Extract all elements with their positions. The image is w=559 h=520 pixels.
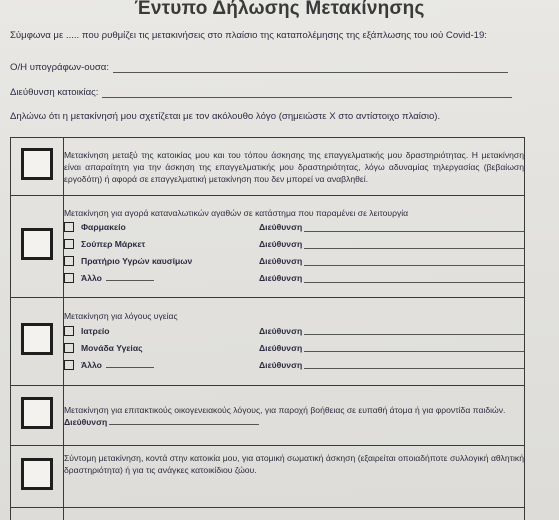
signatory-label: Ο/Η υπογράφων-ουσα: — [10, 62, 110, 73]
other-line[interactable] — [106, 360, 154, 368]
address-line[interactable] — [109, 417, 259, 425]
subitem-other[interactable] — [64, 270, 524, 287]
address-line[interactable] — [304, 360, 524, 369]
option-checkbox-family[interactable] — [21, 397, 53, 429]
address-line[interactable] — [304, 274, 524, 283]
subitem-other-wrap — [81, 359, 259, 371]
subitem-pharmacy[interactable] — [64, 219, 524, 236]
subitem-checkbox[interactable] — [64, 222, 74, 232]
option-row-family — [11, 386, 525, 446]
option-text-exercise: Σύντομη μετακίνηση, κοντά στην κατοικία μου, για ατομική σωματική άσκηση (εξαιρείται οποιαδήποτε συλλογική αθλητική δραστηριότητα) ή για τις ανάγκες κατοικίδιου ζώου. — [64, 446, 525, 508]
address-label: Διεύθυνση — [259, 359, 303, 370]
subitem-other-wrap — [81, 272, 259, 284]
option-checkbox-cell — [11, 508, 64, 520]
option-row-partial — [11, 508, 525, 520]
home-address-field[interactable] — [10, 87, 512, 98]
subitem-health-unit[interactable] — [64, 339, 524, 356]
subitem-checkbox[interactable] — [64, 273, 74, 283]
subitem-supermarket[interactable] — [64, 236, 524, 253]
address-label: Διεύθυνση — [259, 325, 303, 336]
option-checkbox-exercise[interactable] — [21, 458, 53, 490]
address-line[interactable] — [304, 240, 524, 249]
option-text-family: Μετακίνηση για επιτακτικούς οικογενειακούς λόγους, για παροχή βοήθειας σε ευπαθή άτομα ή για φροντίδα παιδιών. — [64, 404, 506, 415]
address-line[interactable] — [304, 326, 524, 335]
signatory-field[interactable] — [10, 62, 508, 73]
address-label: Διεύθυνση — [259, 239, 303, 249]
subitem-health-other[interactable] — [64, 356, 524, 373]
family-address-row[interactable] — [64, 416, 524, 428]
option-row-health — [11, 298, 525, 386]
subitem-checkbox[interactable] — [64, 343, 74, 353]
option-text-work: Μετακίνηση μεταξύ της κατοικίας μου και του τόπου άσκησης της επαγγελματικής μου δραστηριότητας. Η μετακίνηση είναι απαραίτητη για την άσκηση της επαγγελματικής μου δραστηριότητας, λόγω αδυναμίας τηλεργασίας (βεβαίωση εργοδότη) ή αφορά σε επαγγελματική μετακίνηση που δεν μπορεί να αναβληθεί. — [64, 138, 525, 196]
address-line[interactable] — [304, 223, 524, 232]
address-label: Διεύθυνση — [259, 222, 303, 232]
option-checkbox-cell — [11, 298, 64, 386]
option-checkbox-shopping[interactable] — [21, 228, 53, 260]
signatory-line[interactable] — [113, 71, 508, 73]
other-line[interactable] — [106, 273, 154, 281]
subitem-checkbox[interactable] — [64, 360, 74, 370]
subitem-label: Φαρμακείο — [81, 222, 126, 232]
subitem-label: Σούπερ Μάρκετ — [81, 239, 146, 249]
option-row-work — [11, 138, 525, 196]
statement-text: Δηλώνω ότι η μετακίνησή μου σχετίζεται με τον ακόλουθο λόγο (σημειώστε X στο αντίστοιχο πλαίσιο). — [10, 111, 441, 122]
address-label: Διεύθυνση — [259, 273, 303, 283]
address-label: Διεύθυνση — [259, 342, 303, 353]
option-checkbox-cell — [11, 138, 64, 196]
option-text-partial — [64, 508, 525, 520]
option-content-family — [64, 386, 525, 446]
subitem-label: Μονάδα Υγείας — [81, 342, 143, 353]
subitem-label: Πρατήριο Υγρών καυσίμων — [81, 256, 193, 266]
subitem-label: Ιατρείο — [81, 325, 110, 336]
subitem-label: Άλλο — [81, 273, 102, 283]
address-label: Διεύθυνση — [64, 416, 108, 427]
home-address-line[interactable] — [102, 96, 512, 98]
option-checkbox-cell — [11, 196, 64, 298]
option-checkbox-health[interactable] — [21, 323, 53, 355]
option-row-exercise — [11, 446, 525, 508]
reasons-table — [10, 137, 525, 520]
intro-text: Σύμφωνα με ..... που ρυθμίζει τις μετακινήσεις στο πλαίσιο της καταπολέμησης της εξάπλωσης του ιού Covid-19: — [10, 30, 487, 41]
form-title: Έντυπο Δήλωσης Μετακίνησης — [134, 0, 425, 19]
option-row-shopping — [11, 196, 525, 298]
home-address-label: Διεύθυνση κατοικίας: — [10, 87, 99, 98]
option-checkbox-work[interactable] — [21, 148, 53, 180]
option-text-shopping: Μετακίνηση για αγορά καταναλωτικών αγαθών σε κατάστημα που παραμένει σε λειτουργία — [64, 207, 409, 218]
option-checkbox-cell — [11, 446, 64, 508]
subitem-fuel-station[interactable] — [64, 253, 524, 270]
subitem-label: Άλλο — [81, 359, 102, 370]
subitem-checkbox[interactable] — [64, 256, 74, 266]
subitem-checkbox[interactable] — [64, 326, 74, 336]
subitem-checkbox[interactable] — [64, 239, 74, 249]
option-text-health: Μετακίνηση για λόγους υγείας — [64, 311, 178, 321]
address-line[interactable] — [304, 343, 524, 352]
address-label: Διεύθυνση — [259, 256, 303, 266]
option-content-shopping — [64, 196, 525, 298]
subitem-doctor[interactable] — [64, 322, 524, 339]
option-checkbox-cell — [11, 386, 64, 446]
address-line[interactable] — [304, 257, 524, 266]
option-content-health — [64, 298, 525, 386]
